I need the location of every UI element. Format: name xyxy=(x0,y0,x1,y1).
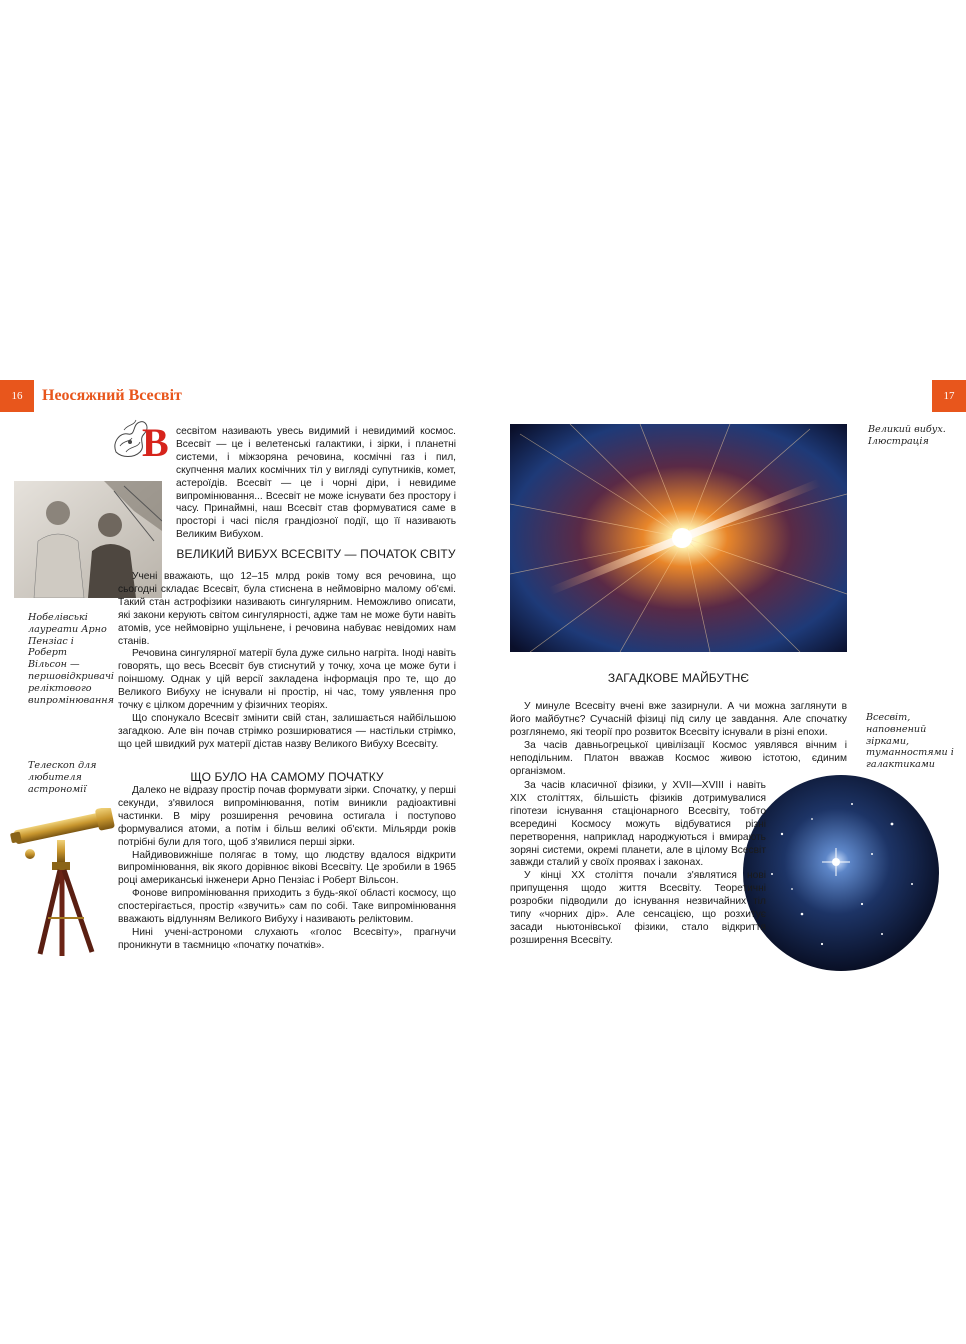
running-title: Неосяжний Всесвіт xyxy=(42,387,182,404)
right-page-number: 17 xyxy=(932,380,966,412)
section2-heading: ЩО БУЛО НА САМОМУ ПОЧАТКУ xyxy=(190,770,384,784)
caption-laureates: Нобелівські лауреати Арно Пензіас і Роберт Вільсон — першовідкривачі реліктового випромінювання xyxy=(28,612,114,706)
galaxy-image xyxy=(742,774,940,972)
section1-body xyxy=(118,571,456,752)
section1-paragraph: Речовина сингулярної матерії була дуже сильно нагріта. Іноді навіть говорять, що весь Всесвіт був стиснутий у точку, хоча це може бути і поіншому. Однак у цій версії закладена інформація про те, що до Великого Вибуху не існували ні простір, ні час, тому уявлення про точку є цілком доречним у фізичних теоріях. xyxy=(118,648,456,712)
section2-paragraph: Фонове випромінювання приходить з будь-якої області космосу, що спостерігається, простір «звучить» сам по собі. Таке випромінювання вважають відлунням Великого Вибуху і називають реліктовим. xyxy=(118,888,456,926)
caption-telescope: Телескоп для любителя астрономії xyxy=(28,760,97,795)
big-bang-image xyxy=(510,424,847,652)
section1-heading: ВЕЛИКИЙ ВИБУХ ВСЕСВІТУ — ПОЧАТОК СВІТУ xyxy=(176,547,456,561)
future-body-bottom xyxy=(510,780,766,948)
intro-text: сесвітом називають увесь видимий і невидимий космос. Всесвіт — це і велетенські галактики, і зірки, і планетні системи, і міжзоряна речовина, космічні газ і пил, скупчення малих космічних тіл у вигляді супутників, комет, астероїдів. Всесвіт — це і чорні діри, і невидиме випромінювання... Всесвіт не може існувати без простору і часу. Принаймні, наш Всесвіт став формуватися саме в просторі і часі після грандіозної події, що її називають Великим Вибухом. xyxy=(176,426,456,541)
section1-paragraph: Учені вважають, що 12–15 млрд років тому вся речовина, що сьогодні складає Всесвіт, була стиснена в неймовірно малому об'ємі. Такий стан астрофізики називають сингулярним. Неможливо описати, які закони керують світом сингулярності, адже там не може бути навіть атомів, усе неймовірно ущільнене, і речовина набуває невідомих нам станів. xyxy=(118,571,456,647)
section2-paragraph: Нині учені-астрономи слухають «голос Всесвіту», прагнучи проникнути в таємницю «початку початків». xyxy=(118,926,456,951)
future-heading: ЗАГАДКОВЕ МАЙБУТНЄ xyxy=(607,671,750,685)
telescope-image xyxy=(10,808,116,958)
header-band xyxy=(0,380,966,412)
caption-galaxy: Всесвіт, наповнений зірками, туманностями і галактиками xyxy=(866,712,954,771)
intro-paragraph xyxy=(176,426,456,542)
future-paragraph: У кінці XX століття почали з'являтися нові припущення щодо життя Всесвіту. Теоретичні розробки підводили до існування незвичайних тіл типу «чорних дір». Але сенсацією, що розхитує засади ньютонівської фізики, стало відкриття розширення Всесвіту. xyxy=(510,870,766,946)
section1-paragraph: Що спонукало Всесвіт змінити свій стан, залишається найбільшою загадкою. Але він почав стрімко розширюватися — настільки стрімко, що цей швидкий рух матерії дістав назву Великого Вибуху Всесвіту. xyxy=(118,712,456,750)
section2-paragraph: Далеко не відразу простір почав формувати зірки. Спочатку, у перші секунди, з'явилося випромінювання, потім виникли радіоактивні частинки. В міру розширення речовина остигала і поступово формувалися атоми, а потім і більш великі об'єкти. Мільярди років потрібні були для того, щоб з'явилися перші зірки. xyxy=(118,785,456,848)
future-paragraph: У минуле Всесвіту вчені вже зазирнули. А чи можна заглянути в його майбутнє? Сучасній фізиці під силу це завдання. Але спочатку розглянемо, які теорії про розвиток Всесвіту існували в різні епохи. xyxy=(510,701,847,738)
future-paragraph: За часів давньогрецької цивілізації Космос уявлявся вічним і неподільним. Платон вважав Космос живою істотою, єдиним організмом. xyxy=(510,739,847,777)
section2-body xyxy=(118,785,456,953)
section2-paragraph: Найдивовижніше полягає в тому, що людству вдалося відкрити випромінювання, вік якого дорівнює вікові Всесвіту. Це зробили в 1965 році американські інженери Арно Пензіас і Роберт Вільсон. xyxy=(118,849,456,887)
future-body-top xyxy=(510,701,847,778)
drop-cap: В xyxy=(142,420,169,465)
left-page-number: 16 xyxy=(0,380,34,412)
caption-bigbang: Великий вибух. Ілюстрація xyxy=(868,424,946,447)
future-paragraph: За часів класичної фізики, у XVII—XVIII і навіть XIX століттях, більшість фізиків дотримувалися гіпотези існування стаціонарного Всесвіту, тобто всередині Космосу можуть відбуватися різні перетворення, наприклад народжуються і вмирають зоряні системи, окремі планети, але в цілому Всесвіт завжди сталий у своїх проявах і законах. xyxy=(510,780,766,869)
